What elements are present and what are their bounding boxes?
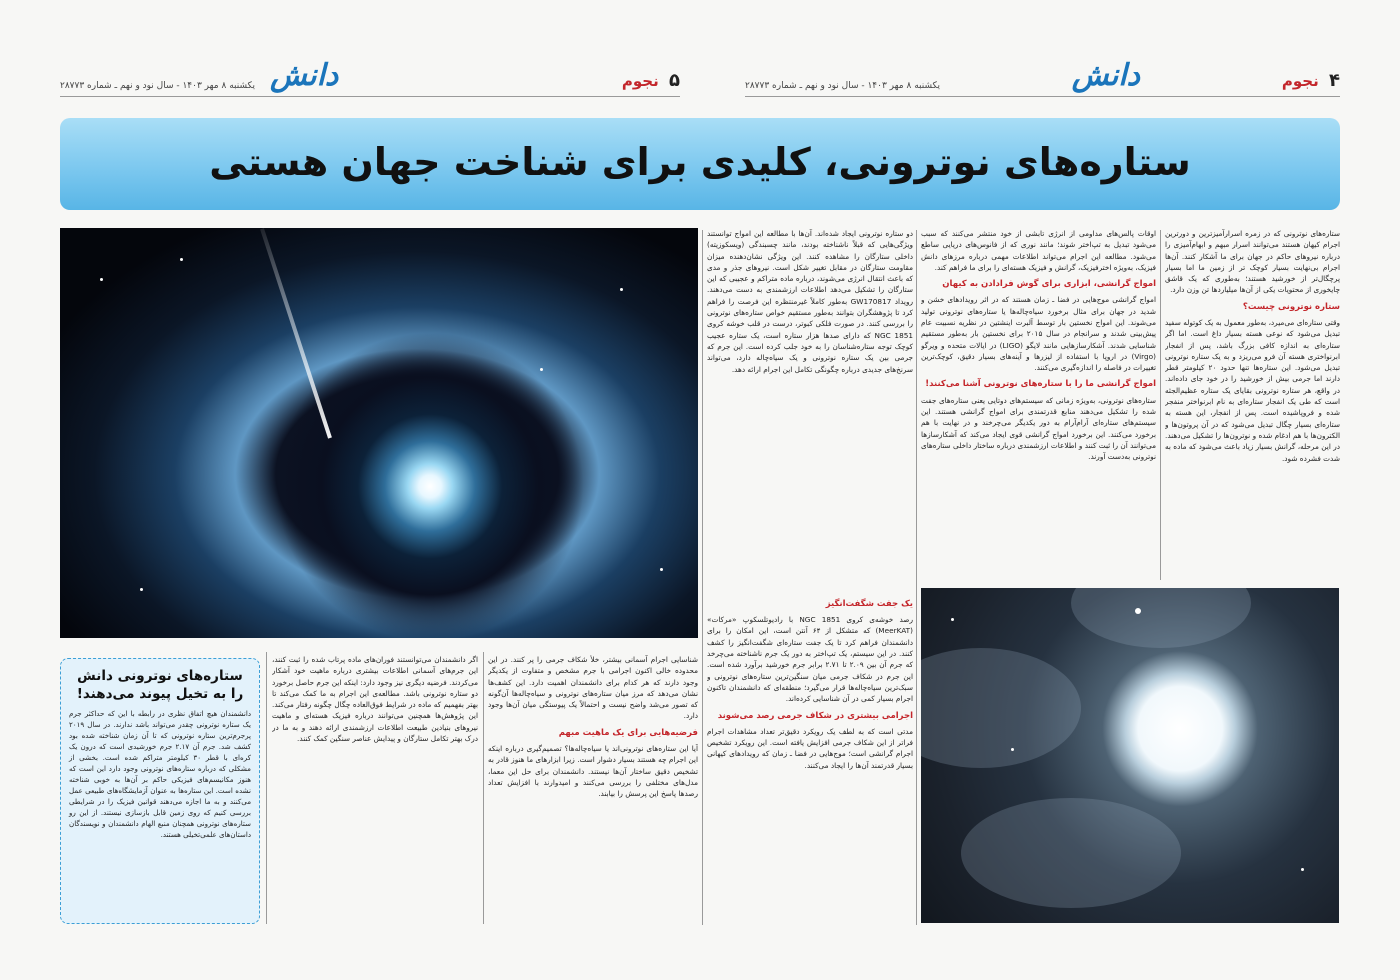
light-beam-graphic xyxy=(260,228,332,438)
article-column-1 xyxy=(1165,228,1340,580)
subheading-gravitational-waves: امواج گرانشی، ابزاری برای گوش فرادادن به کیهان xyxy=(942,279,1156,290)
left-logo: دانش xyxy=(270,58,339,93)
right-header-rule xyxy=(745,96,1340,97)
right-page-number xyxy=(1282,70,1340,91)
headline: ستاره‌های نوترونی، کلیدی برای شناخت جهان هستی xyxy=(209,140,1191,184)
column-divider xyxy=(266,652,267,924)
sidebar-quote-box xyxy=(60,658,260,924)
neutron-star-swirl-image xyxy=(60,228,698,638)
star-dot xyxy=(660,568,663,571)
right-section-label: نجوم xyxy=(1281,72,1319,90)
body-paragraph: مدتی است که به لطف یک رویکرد دقیق‌تر تعداد مشاهدات اجرام فراتر از این شکاف جرمی افزایش یافته است. این رویکرد تشخیص اجرام گرانشی است؛ موج‌هایی در فضا ـ زمان که رویدادهای کیهانی بسیار قدرتمند آن‌ها را ایجاد می‌کنند. xyxy=(707,726,913,770)
left-page-number xyxy=(622,70,680,91)
star-dot xyxy=(540,368,543,371)
nebula-cloud xyxy=(1071,588,1251,648)
subheading-mass-gap: اجرامی بیشتری در شکاف جرمی رصد می‌شوند xyxy=(717,710,913,721)
right-page-header xyxy=(745,56,1340,106)
headline-banner xyxy=(60,118,1340,210)
article-column-3 xyxy=(707,228,913,628)
column-divider xyxy=(1160,230,1161,580)
body-paragraph: آیا این ستاره‌های نوترونی‌اند یا سیاه‌چاله‌ها؟ تصمیم‌گیری درباره اینکه این اجرام چه هستند بسیار دشوار است. زیرا ابزارهای ما هنوز قادر به تشخیص دقیق ساختار آن‌ها نیستند. دانشمندان برای حل این معما، مدل‌های مختلفی را بررسی می‌کنند و امیدوارند با افزایش تعداد رصدها پاسخ این پرسش را بیابند. xyxy=(488,743,698,799)
left-section-label: نجوم xyxy=(621,72,659,90)
nebula-cloud xyxy=(921,648,1081,768)
body-paragraph: اگر دانشمندان می‌توانستند فوران‌های ماده پرتاب شده را ثبت کنند، این جرم‌های آسمانی اطلاعات بیشتری درباره ماهیت خود آشکار می‌کردند. فرضیه دیگری نیز وجود دارد: اینکه این جرم حاصل برخورد دو ستاره نوترونی باشد. مطالعه‌ی این اجرام به ما کمک می‌کند تا بهتر بفهمیم که ماده در شرایط فوق‌العاده چگال چگونه رفتار می‌کند. این پژوهش‌ها همچنین می‌توانند درباره فیزیک هسته‌ای و ماهیت نیروهای بنیادین طبیعت اطلاعات ارزشمندی ارائه دهند و به ما در درک بهتر تکامل ستارگان و پیدایش عناصر سنگین کمک کنند. xyxy=(272,655,478,744)
neutron-star-sphere-image xyxy=(921,588,1339,923)
body-paragraph: ستاره‌های نوترونی، به‌ویژه زمانی که سیستم‌های دوتایی یعنی ستاره‌های جفت شده را تشکیل می‌دهند منابع قدرتمندی برای امواج گرانشی هستند. این سیستم‌های ستاره‌ای آرام‌آرام به دور یکدیگر می‌چرخند و در نهایت با هم برخورد می‌کنند. این برخورد امواج گرانشی قوی ایجاد می‌کند که آشکارسازها می‌توانند آن را ثبت کنند و اطلاعات ارزشمندی درباره ساختار داخلی ستاره‌های نوترونی به‌دست آورند. xyxy=(921,395,1156,462)
body-paragraph: وقتی ستاره‌ای می‌میرد، به‌طور معمول به یک کوتوله سفید تبدیل می‌شود که نوعی هسته بسیار داغ است. اما اگر ستاره‌ای به اندازه کافی بزرگ باشد، پس از انفجار ابرنواختری هسته آن فرو می‌ریزد و به یک ستاره نوترونی تبدیل می‌شود. این ستاره‌ها تنها حدود ۲۰ کیلومتر قطر دارند اما جرمی بیش از خورشید را در خود جای داده‌اند. در واقع، هر ستاره نوترونی بقایای یک ستاره عظیم‌الجثه است که طی یک انفجار ستاره‌ای به نام ابرنواختر منفجر شده و فروپاشیده است. پس از انفجار، این هسته به ستاره‌ای بسیار چگال تبدیل می‌شود که در آن پروتون‌ها و الکترون‌ها با هم ادغام شده و نوترون‌ها را تشکیل می‌دهند. در این مرحله، گرانش بسیار زیاد باعث می‌شود که ماده به شدت فشرده شود. xyxy=(1165,317,1340,463)
subheading-waves-neutron-stars: امواج گرانشی ما را با ستاره‌های نوترونی آشنا می‌کنند! xyxy=(925,379,1156,390)
star-dot xyxy=(1135,608,1141,614)
body-paragraph: شناسایی اجرام آسمانی بیشتر، خلأ شکاف جرمی را پر کنند. در این محدوده خالی اکنون اجرامی با جرم مشخص و متفاوت از یکدیگر وجود دارند که هر کدام برای دانشمندان اهمیت دارد. این کشف‌ها نشان می‌دهد که مرز میان ستاره‌های نوترونی و سیاه‌چاله‌ها آن‌گونه که تصور می‌شد واضح نیست و احتمالاً یک پیوستگی میان آن‌ها وجود دارد. xyxy=(488,655,698,721)
article-column-4 xyxy=(707,598,913,923)
left-header-rule xyxy=(60,96,680,97)
subheading-hypotheses: فرضیه‌هایی برای یک ماهیت مبهم xyxy=(558,727,698,738)
subheading-amazing-pair: یک جفت شگفت‌انگیز xyxy=(825,599,913,609)
left-dateline: یکشنبه ۸ مهر ۱۴۰۳ - سال نود و نهم ـ شماره ۲۸۷۷۳ xyxy=(60,81,255,91)
intro-paragraph: ستاره‌های نوترونی که در زمره اسرارآمیزترین و دورترین اجرام کیهان هستند می‌توانند اسرار مبهم و ابهام‌آمیزی را درباره نیروهای حاکم در جهان برای ما آشکار کنند. آن‌ها اجرام بی‌نهایت بسیار کوچک تر از زمین ما اما بسیار پرچگال‌تر از خورشید هستند؛ به‌طوری که یک قاشق چایخوری از محتویات یکی از آن‌ها میلیاردها تن وزن دارد. xyxy=(1165,229,1340,295)
quote-box-title: ستاره‌های نوترونی دانش را به تخیل پیوند می‌دهند! xyxy=(76,668,244,703)
right-page-number-value: ۴ xyxy=(1329,70,1340,91)
body-paragraph: امواج گرانشی موج‌هایی در فضا ـ زمان هستند که در اثر رویدادهای خشن و شدید در جهان برای مثال برخورد سیاه‌چاله‌ها یا ستاره‌های نوترونی تولید می‌شوند. این امواج نخستین بار توسط آلبرت اینشتین در نظریه نسبیت عام پیش‌بینی شدند و سرانجام در سال ۲۰۱۵ برای نخستین بار به‌طور مستقیم شناسایی شدند. آشکارسازهایی مانند لایگو (LIGO) در ایالات متحده و ویرگو (Virgo) در اروپا با استفاده از لیزرها و آینه‌های بسیار دقیق، کوچک‌ترین تغییرات در فاصله را اندازه‌گیری می‌کنند. xyxy=(921,295,1156,373)
article-column-2 xyxy=(921,228,1156,580)
star-dot xyxy=(1011,748,1014,751)
column-divider xyxy=(483,652,484,924)
column-divider xyxy=(916,230,917,925)
subheading-what-is-neutron-star: ستاره نوترونی چیست؟ xyxy=(1242,301,1340,312)
body-paragraph: رصد خوشه‌ی کروی NGC 1851 با رادیوتلسکوپ «مرکات» (MeerKAT) که متشکل از ۶۴ آنتن است، این امکان را برای دانشمندان فراهم کرد تا یک جفت ستاره‌ای شگفت‌انگیز را کشف کنند. در این سیستم، یک تپ‌اختر به دور یک جرم ناشناخته می‌چرخد که جرم آن بین ۲.۰۹ تا ۲.۷۱ برابر جرم خورشید برآورد شده است. این جرم در شکاف جرمی میان سنگین‌ترین ستاره‌های نوترونی و سبک‌ترین سیاه‌چاله‌ها قرار می‌گیرد؛ منطقه‌ای که دانشمندان تاکنون اجرام بسیار کمی در آن شناسایی کرده‌اند. xyxy=(707,615,913,704)
star-dot xyxy=(100,278,103,281)
star-dot xyxy=(620,288,623,291)
body-paragraph: اوقات پالس‌های مداومی از انرژی تابشی از خود منتشر می‌کنند که سبب می‌شود تبدیل به تپ‌اختر شوند؛ مانند نوری که از فانوس‌های دریایی ساطع می‌شود. مطالعه این اجرام می‌تواند اطلاعات مهمی درباره مرزهای دانش فیزیک، به‌ویژه اخترفیزیک، گرانش و فیزیک هسته‌ای را برای ما فراهم کند. xyxy=(921,229,1156,272)
star-dot xyxy=(1301,868,1304,871)
left-page-header xyxy=(60,56,680,106)
column-divider xyxy=(702,230,703,925)
body-paragraph: دو ستاره نوترونی ایجاد شده‌اند. آن‌ها با مطالعه این امواج توانستند ویژگی‌هایی که قبلاً ناشناخته بودند، مانند چسبندگی (ویسکوزیته) داخلی ستارگان را مشاهده کنند. این ویژگی نشان‌دهنده میزان مقاومت ستارگان در مقابل تغییر شکل است. نیروهای جذر و مدی که باعث انتقال انرژی می‌شوند، درباره ماده متراکم و عجیبی که این ستارگان را تشکیل می‌دهد اطلاعات ارزشمندی به دست می‌دهند. رویداد GW170817 به‌طور کاملاً غیرمنتظره این فرصت را فراهم کرد تا پژوهشگران بتوانند به‌طور مستقیم خواص ستاره‌های نوترونی را بررسی کنند. در صورت فلکی کبوتر، درست در قلب خوشه کروی NGC 1851 که دارای صدها هزار ستاره است، یک ستاره عجیب کوچک توجه ستاره‌شناسان را به خود جلب کرده است. این جرم که جرمی بین یک ستاره نوترونی و یک سیاه‌چاله دارد، می‌تواند سرنخ‌های جدیدی درباره چگونگی تکامل این اجرام ارائه دهد. xyxy=(707,229,913,374)
quote-box-text: دانشمندان هیچ اتفاق نظری در رابطه با این که حداکثر جرم یک ستاره نوترونی چقدر می‌تواند باشد ندارند. در سال ۲۰۱۹ پرجرم‌ترین ستاره نوترونی که تا آن زمان شناخته شده بود کشف شد. جرم آن ۲.۱۷ جرم خورشیدی است که درون یک کره‌ای با قطر ۳۰ کیلومتر متراکم شده است. بخشی از مشکلی که درباره ستاره‌های نوترونی وجود دارد این است که هنوز مکانیسم‌های فیزیکی حاکم بر آن‌ها به خوبی شناخته نشده است. این ستاره‌ها به عنوان آزمایشگاه‌های طبیعی عمل می‌کنند و به ما اجازه می‌دهند قوانین فیزیک را در شرایطی بررسی کنیم که روی زمین قابل بازسازی نیستند. از این رو ستاره‌های نوترونی همچنان منبع الهام دانشمندان و نویسندگان داستان‌های علمی‌تخیلی هستند. xyxy=(69,709,251,840)
star-dot xyxy=(951,618,954,621)
star-dot xyxy=(140,588,143,591)
nebula-cloud xyxy=(961,798,1181,908)
article-column-6 xyxy=(272,654,478,924)
left-page-number-value: ۵ xyxy=(669,70,680,91)
right-dateline: یکشنبه ۸ مهر ۱۴۰۳ - سال نود و نهم ـ شماره ۲۸۷۷۳ xyxy=(745,81,940,91)
right-logo: دانش xyxy=(1071,58,1140,93)
star-dot xyxy=(180,258,183,261)
article-column-5 xyxy=(488,654,698,924)
